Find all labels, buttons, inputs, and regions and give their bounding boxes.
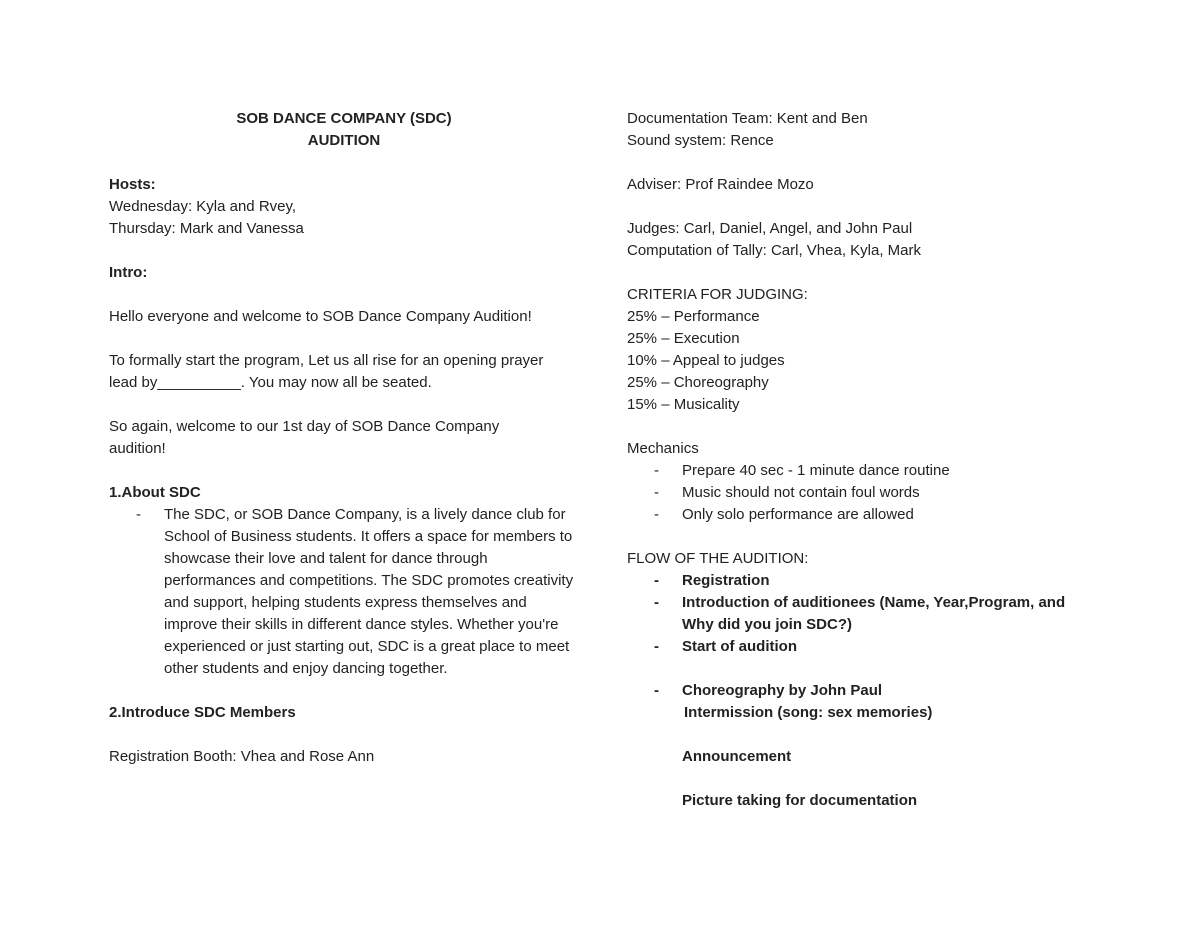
intro-heading: Intro: bbox=[109, 264, 148, 281]
dash-bullet: - bbox=[654, 506, 659, 523]
doc-subtitle: AUDITION bbox=[307, 132, 381, 149]
criteria-item: 25% – Execution bbox=[627, 330, 740, 347]
intro-paragraph-1: Hello everyone and welcome to SOB Dance Company Audition! bbox=[109, 308, 532, 325]
list-item bbox=[627, 504, 1097, 526]
dash-bullet: - bbox=[654, 462, 659, 479]
list-item bbox=[627, 680, 1097, 702]
list-item bbox=[627, 460, 1097, 482]
mechanics-list bbox=[627, 460, 1097, 526]
dash-bullet: - bbox=[654, 484, 659, 501]
announcement: Announcement bbox=[682, 748, 792, 765]
list-item bbox=[627, 592, 1082, 636]
hosts-heading: Hosts: bbox=[109, 176, 156, 193]
list-item bbox=[627, 570, 1097, 592]
flow-item: Introduction of auditionees (Name, Year,Program, and Why did you join SDC?) bbox=[682, 594, 1066, 633]
list-item bbox=[627, 636, 1097, 658]
right-column bbox=[627, 108, 1097, 812]
left-column bbox=[109, 108, 579, 768]
dash-bullet: - bbox=[654, 638, 659, 655]
dash-bullet: - bbox=[654, 682, 659, 699]
dash-bullet: - bbox=[654, 572, 659, 589]
intro-paragraph-2: To formally start the program, Let us all rise for an opening prayer lead by__________. You may now all be seated. bbox=[109, 352, 544, 391]
list-item bbox=[627, 482, 1097, 504]
criteria-item: 10% – Appeal to judges bbox=[627, 352, 785, 369]
members-heading: 2.Introduce SDC Members bbox=[109, 704, 296, 721]
intermission: Intermission (song: sex memories) bbox=[684, 704, 933, 721]
hosts-wednesday: Wednesday: Kyla and Rvey, bbox=[109, 198, 297, 215]
documentation-team: Documentation Team: Kent and Ben bbox=[627, 110, 868, 127]
doc-title: SOB DANCE COMPANY (SDC) bbox=[236, 110, 452, 127]
flow-list bbox=[627, 570, 1097, 702]
picture-taking: Picture taking for documentation bbox=[682, 792, 918, 809]
criteria-item: 15% – Musicality bbox=[627, 396, 740, 413]
mechanics-heading: Mechanics bbox=[627, 440, 699, 457]
mechanics-item: Music should not contain foul words bbox=[682, 484, 920, 501]
dash-bullet: - bbox=[136, 506, 141, 523]
flow-item: Start of audition bbox=[682, 638, 797, 655]
registration-booth: Registration Booth: Vhea and Rose Ann bbox=[109, 748, 375, 765]
mechanics-item: Only solo performance are allowed bbox=[682, 506, 914, 523]
about-heading: 1.About SDC bbox=[109, 484, 201, 501]
judges: Judges: Carl, Daniel, Angel, and John Paul bbox=[627, 220, 913, 237]
flow-item: Choreography by John Paul bbox=[682, 682, 883, 699]
tally-computation: Computation of Tally: Carl, Vhea, Kyla, Mark bbox=[627, 242, 922, 259]
about-text: The SDC, or SOB Dance Company, is a lively dance club for School of Business students. It offers a space for members to showcase their love and talent for dance through performances and competitions. The SDC promotes creativity and support, helping students express themselves and improve their skills in different dance styles. Whether you're experienced or just starting out, SDC is a great place to meet other students and enjoy dancing together. bbox=[164, 506, 574, 677]
list-item bbox=[109, 504, 574, 680]
criteria-heading: CRITERIA FOR JUDGING: bbox=[627, 286, 808, 303]
intro-paragraph-3: So again, welcome to our 1st day of SOB Dance Company audition! bbox=[109, 418, 500, 457]
adviser: Adviser: Prof Raindee Mozo bbox=[627, 176, 814, 193]
about-list bbox=[109, 504, 579, 680]
mechanics-item: Prepare 40 sec - 1 minute dance routine bbox=[682, 462, 950, 479]
flow-item: Registration bbox=[682, 572, 770, 589]
criteria-item: 25% – Choreography bbox=[627, 374, 769, 391]
sound-system: Sound system: Rence bbox=[627, 132, 774, 149]
list-spacer bbox=[627, 658, 1097, 680]
dash-bullet: - bbox=[654, 594, 659, 611]
hosts-thursday: Thursday: Mark and Vanessa bbox=[109, 220, 304, 237]
criteria-item: 25% – Performance bbox=[627, 308, 760, 325]
flow-heading: FLOW OF THE AUDITION: bbox=[627, 550, 809, 567]
